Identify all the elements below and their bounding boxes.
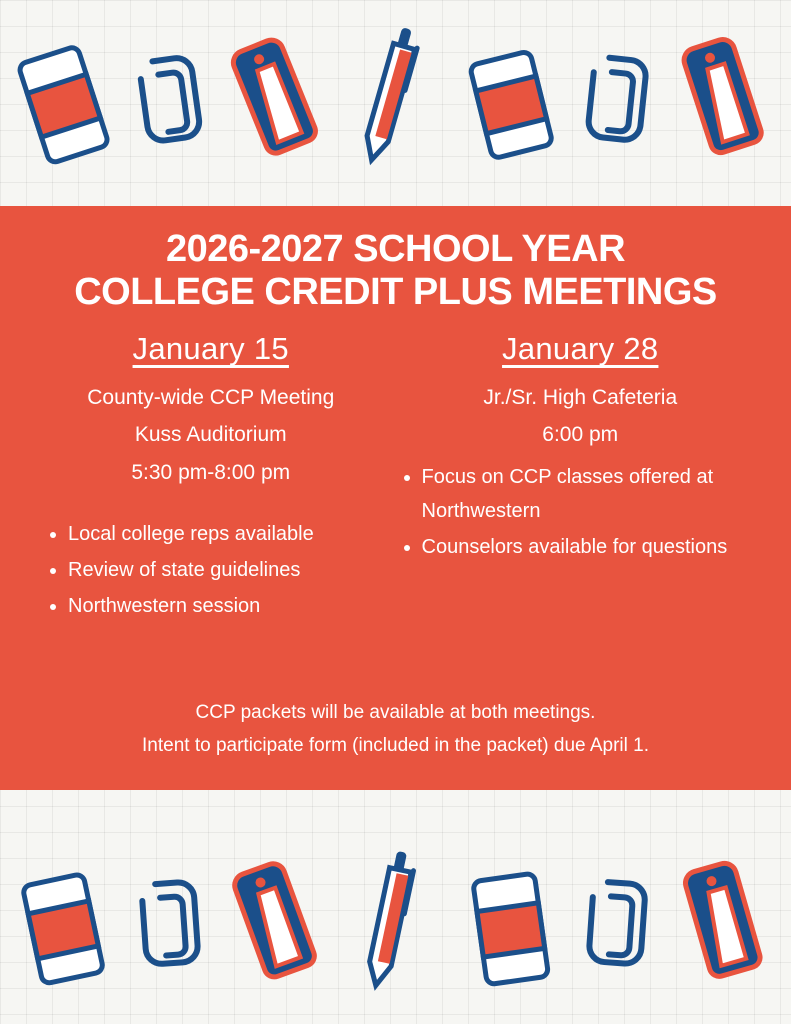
meeting-column-right [396, 331, 766, 625]
eraser-icon [7, 859, 117, 989]
footnote-line: CCP packets will be available at both meetings. [195, 701, 596, 723]
pen-icon [350, 844, 440, 1004]
title-line-1: 2026-2027 SCHOOL YEAR [165, 228, 626, 270]
meeting-column-left [26, 331, 396, 625]
list-item: • Review of state guidelines [68, 553, 390, 587]
stapler-icon [226, 30, 336, 170]
title-line-2: COLLEGE CREDIT PLUS MEETINGS [74, 270, 717, 313]
stapler-icon [226, 854, 336, 994]
poster-banner [0, 206, 791, 790]
bottom-supplies-band [0, 824, 791, 1024]
detail-line: 6:00 pm [542, 423, 619, 447]
footnote-line: Intent to participate form (included in the packet) due April 1. [142, 734, 649, 756]
eraser-icon [455, 35, 565, 165]
meeting-date-left: January 15 [132, 331, 289, 367]
meeting-details-left [32, 379, 390, 491]
pen-icon [350, 20, 440, 180]
top-supplies-band [0, 0, 791, 200]
meeting-date-right: January 28 [502, 331, 659, 367]
detail-line: County-wide CCP Meeting [87, 386, 335, 410]
eraser-icon [7, 35, 117, 165]
list-item: • Focus on CCP classes offered at Northwestern [422, 460, 760, 528]
detail-line: Kuss Auditorium [134, 423, 287, 447]
page-title [26, 228, 765, 313]
meeting-bullets-right [402, 460, 760, 564]
detail-line: Jr./Sr. High Cafeteria [483, 386, 678, 410]
detail-line: 5:30 pm-8:00 pm [131, 460, 291, 484]
list-item: • Northwestern session [68, 589, 390, 623]
eraser-icon [455, 859, 565, 989]
stapler-icon [674, 854, 784, 994]
list-item: • Counselors available for questions [422, 530, 760, 564]
paperclip-icon [132, 45, 212, 155]
stapler-icon [674, 30, 784, 170]
meeting-details-right [402, 379, 760, 454]
paperclip-icon [132, 869, 212, 979]
meeting-bullets-left [32, 517, 390, 623]
paperclip-icon [579, 869, 659, 979]
poster-footnote [0, 696, 791, 763]
list-item: • Local college reps available [68, 517, 390, 551]
meetings-columns [26, 331, 765, 625]
paperclip-icon [579, 45, 659, 155]
